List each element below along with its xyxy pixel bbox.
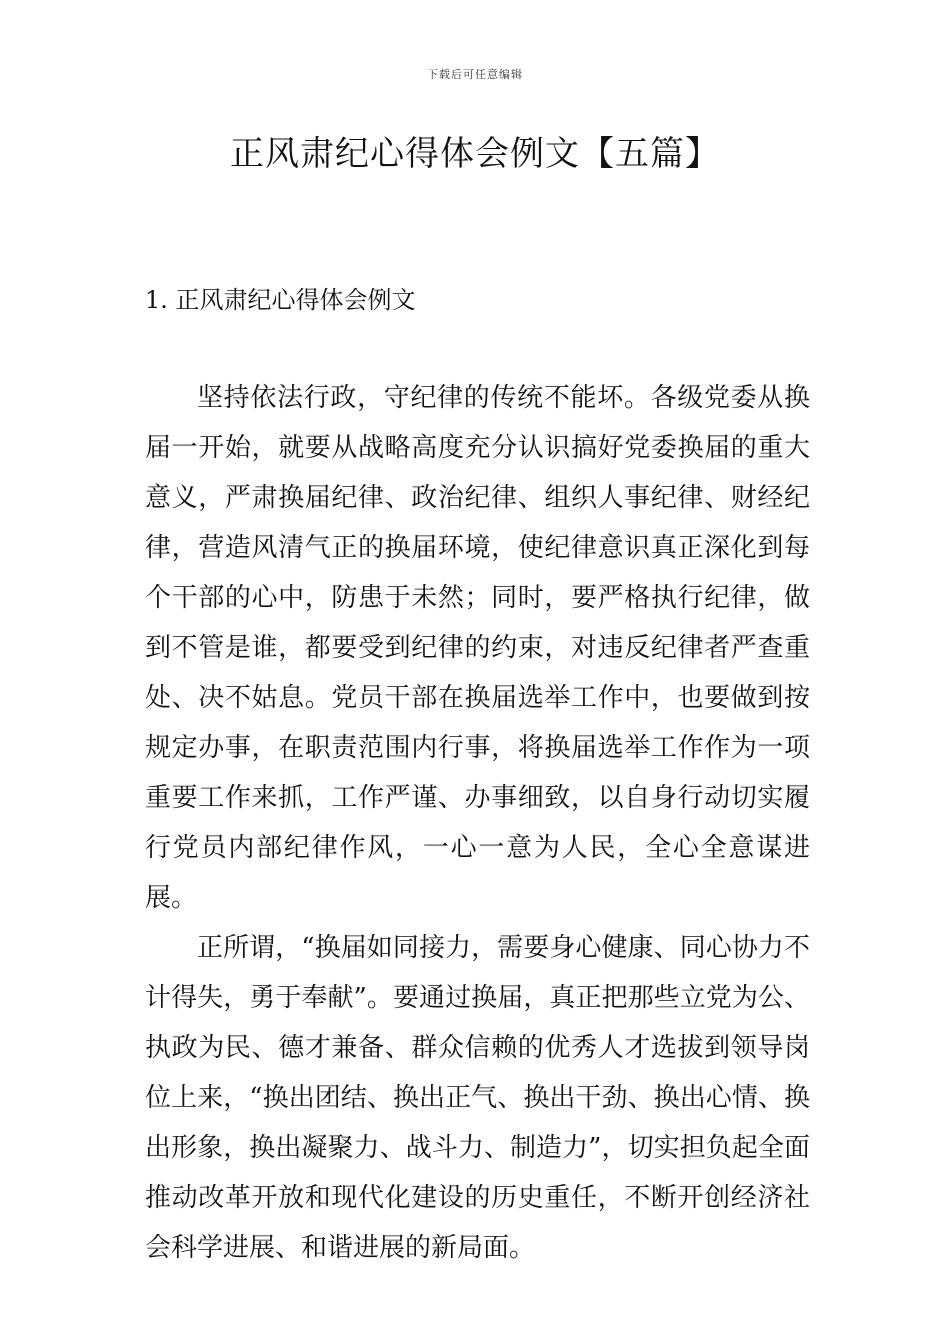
header-note: 下载后可任意编辑 [427, 68, 523, 81]
section-heading: 1. 正风肃纪心得体会例文 [145, 286, 416, 314]
paragraph: 正所谓，“换届如同接力，需要身心健康、同心协力不计得失，勇于奉献”。要通过换届，真正把那些立党为公、执政为民、德才兼备、群众信赖的优秀人才选拔到领导岗位上来，“换出团结、换出正气、换出干劲、换出心情、换出形象，换出凝聚力、战斗力、制造力”，切实担负起全面推动改革开放和现代化建设的历史重任，不断开创经济社会科学进展、和谐进展的新局面。 [145, 933, 810, 1263]
document-title: 正风肃纪心得体会例文【五篇】 [230, 134, 720, 174]
paragraph: 坚持依法行政，守纪律的传统不能坏。各级党委从换届一开始，就要从战略高度充分认识搞好党委换届的重大意义，严肃换届纪律、政治纪律、组织人事纪律、财经纪律，营造风清气正的换届环境，使纪律意识真正深化到每个干部的心中，防患于未然；同时，要严格执行纪律，做到不管是谁，都要受到纪律的约束，对违反纪律者严查重处、决不姑息。党员干部在换届选举工作中，也要做到按规定办事，在职责范围内行事，将换届选举工作作为一项重要工作来抓，工作严谨、办事细致，以自身行动切实履行党员内部纪律作风，一心一意为人民，全心全意谋进展。 [145, 383, 810, 913]
body-text [145, 373, 810, 1273]
